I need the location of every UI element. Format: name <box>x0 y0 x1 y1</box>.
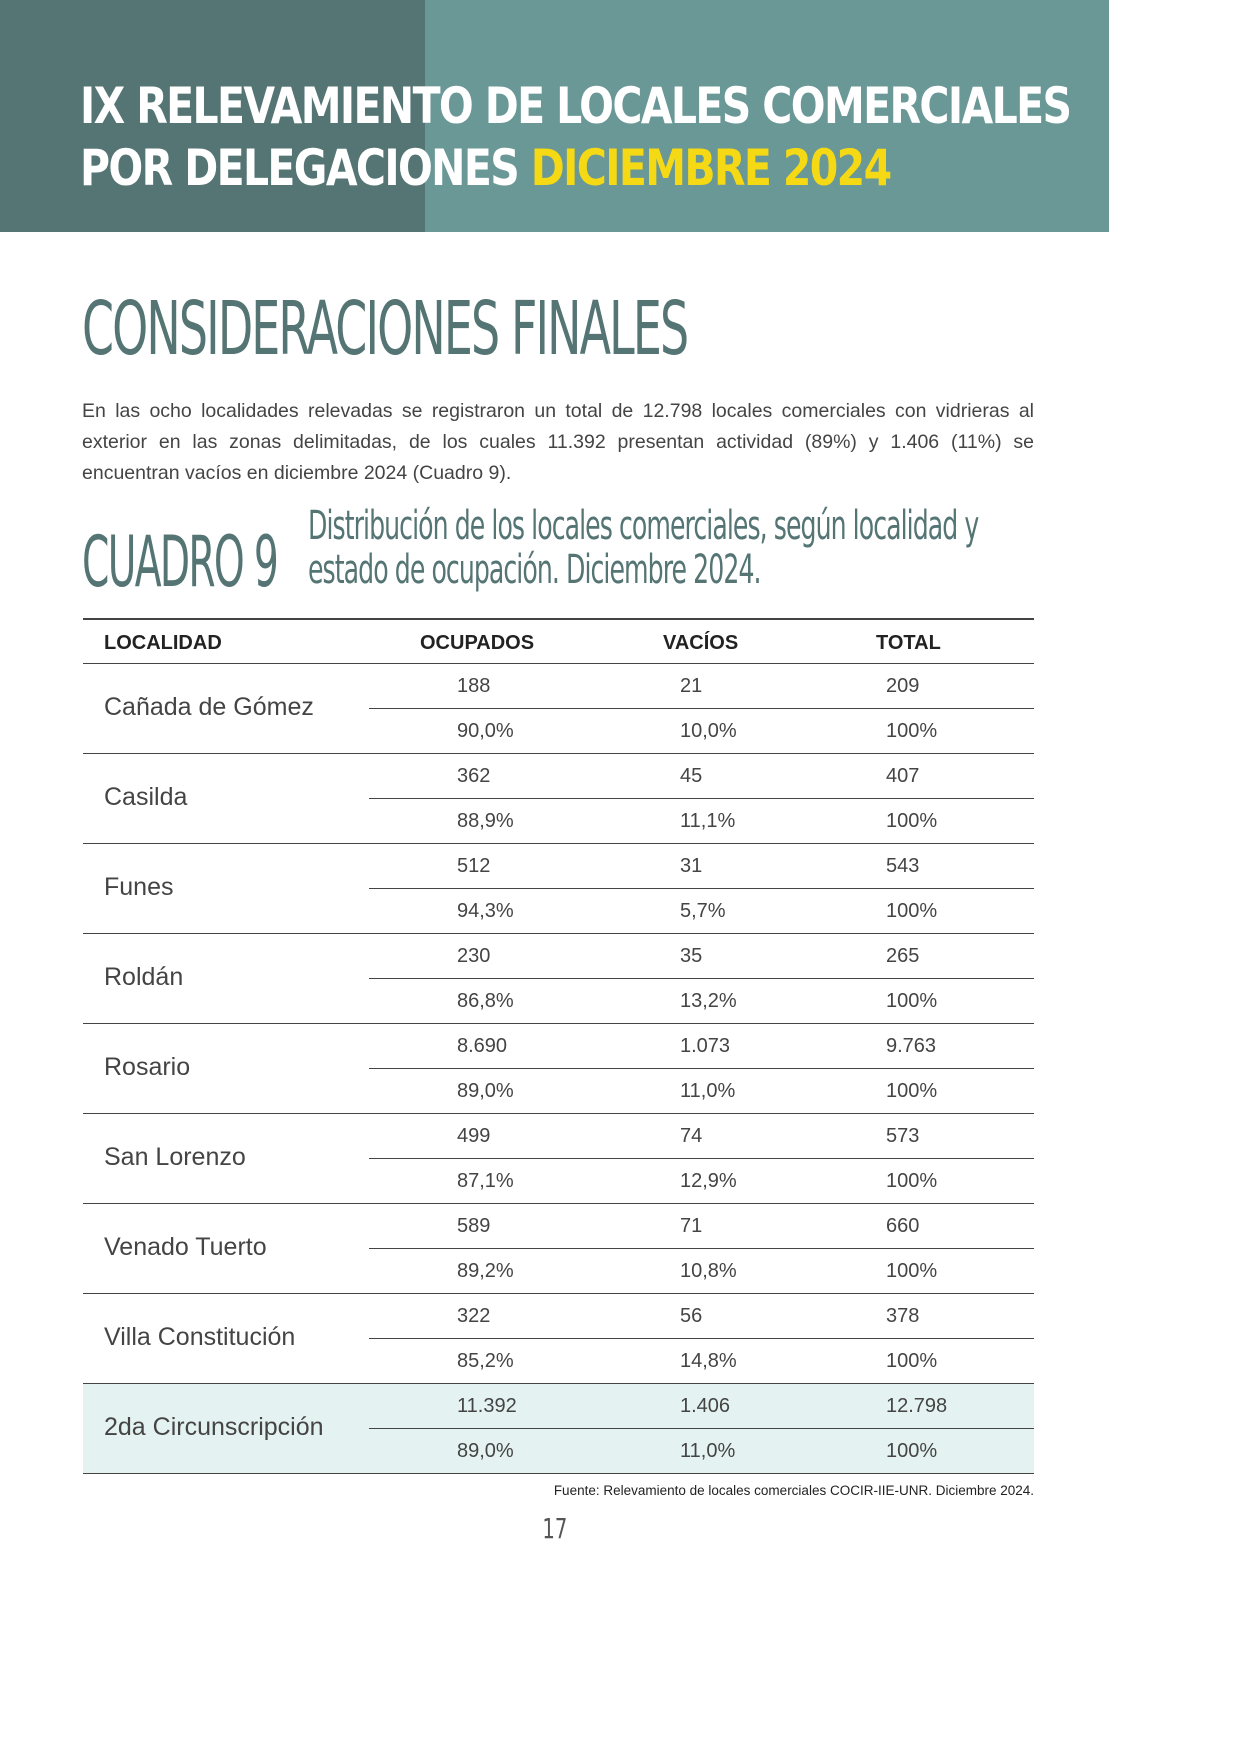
cell-ocupados: 589 <box>457 1215 491 1237</box>
cell-vacios: 21 <box>680 675 703 697</box>
source-note: Fuente: Relevamiento de locales comerciales COCIR-IIE-UNR. Diciembre 2024. <box>553 1483 1034 1498</box>
row-localidad: 2da Circunscripción <box>104 1413 324 1441</box>
cell-total: 265 <box>886 945 920 967</box>
column-header-total: TOTAL <box>876 632 941 654</box>
cell-total: 378 <box>886 1305 920 1327</box>
cell-total-pct: 100% <box>886 1440 938 1462</box>
table-row <box>83 1204 1034 1294</box>
column-header-vacios: VACÍOS <box>663 632 739 654</box>
column-header-localidad: LOCALIDAD <box>104 632 222 654</box>
table-row <box>83 1294 1034 1384</box>
cell-vacios-pct: 14,8% <box>680 1350 737 1372</box>
row-divider <box>369 1248 1034 1249</box>
page-number-value: 17 <box>542 1512 567 1545</box>
row-localidad: Venado Tuerto <box>104 1233 267 1261</box>
report-title-date: DICIEMBRE 2024 <box>530 139 891 197</box>
table-row <box>83 664 1034 754</box>
row-divider <box>369 1338 1034 1339</box>
cell-ocupados-pct: 87,1% <box>457 1170 514 1192</box>
cell-ocupados: 322 <box>457 1305 491 1327</box>
cell-vacios-pct: 12,9% <box>680 1170 737 1192</box>
cell-vacios: 71 <box>680 1215 703 1237</box>
cell-total: 407 <box>886 765 920 787</box>
cell-ocupados: 188 <box>457 675 491 697</box>
cell-ocupados-pct: 89,2% <box>457 1260 514 1282</box>
column-header-ocupados: OCUPADOS <box>420 632 535 654</box>
table-row <box>83 1114 1034 1204</box>
table-caption-line1: Distribución de los locales comerciales, según localidad y <box>308 503 979 549</box>
row-localidad: Villa Constitución <box>104 1323 296 1351</box>
cell-total-pct: 100% <box>886 900 938 922</box>
row-localidad: Cañada de Gómez <box>104 693 314 721</box>
row-divider <box>369 1158 1034 1159</box>
section-title: CONSIDERACIONES FINALES <box>82 286 688 372</box>
row-localidad: Casilda <box>104 783 188 811</box>
cell-ocupados-pct: 85,2% <box>457 1350 514 1372</box>
row-divider <box>369 978 1034 979</box>
cell-ocupados-pct: 94,3% <box>457 900 514 922</box>
table-label: CUADRO 9 <box>82 521 278 603</box>
cell-total: 573 <box>886 1125 920 1147</box>
cell-total-pct: 100% <box>886 810 938 832</box>
table-header-row <box>83 620 1034 664</box>
row-localidad: Funes <box>104 873 174 901</box>
row-divider <box>369 798 1034 799</box>
cell-total-pct: 100% <box>886 1170 938 1192</box>
cell-total-pct: 100% <box>886 720 938 742</box>
cell-vacios-pct: 11,0% <box>680 1080 736 1102</box>
cell-total-pct: 100% <box>886 1350 938 1372</box>
data-table <box>83 618 1034 1474</box>
cell-total: 9.763 <box>886 1035 937 1057</box>
cell-total: 660 <box>886 1215 920 1237</box>
cell-ocupados: 362 <box>457 765 491 787</box>
table-row <box>83 1024 1034 1114</box>
page-number <box>0 1512 1109 1545</box>
report-title-line2-prefix: POR DELEGACIONES <box>80 139 519 197</box>
cell-total-pct: 100% <box>886 990 938 1012</box>
cell-ocupados-pct: 90,0% <box>457 720 514 742</box>
row-localidad: Roldán <box>104 963 184 991</box>
cell-vacios: 56 <box>680 1305 703 1327</box>
table-row <box>83 754 1034 844</box>
cell-vacios-pct: 10,0% <box>680 720 737 742</box>
row-localidad: Rosario <box>104 1053 191 1081</box>
cell-ocupados: 230 <box>457 945 491 967</box>
report-title-line1: IX RELEVAMIENTO DE LOCALES COMERCIALES <box>80 77 1071 135</box>
cell-vacios-pct: 5,7% <box>680 900 726 922</box>
cell-ocupados-pct: 86,8% <box>457 990 514 1012</box>
cell-total: 12.798 <box>886 1395 948 1417</box>
cell-vacios: 1.406 <box>680 1395 731 1417</box>
cell-vacios: 74 <box>680 1125 703 1147</box>
intro-paragraph: En las ocho localidades relevadas se registraron un total de 12.798 locales comerciales con vidrieras al exterior en las zonas delimitadas, de los cuales 11.392 presentan actividad (89%) y 1.406 (11%) se encuentran vacíos en diciembre 2024 (Cuadro 9). <box>82 400 1034 484</box>
table-caption <box>308 504 978 592</box>
cell-vacios-pct: 11,0% <box>680 1440 736 1462</box>
cell-ocupados-pct: 88,9% <box>457 810 514 832</box>
cell-ocupados-pct: 89,0% <box>457 1080 514 1102</box>
table-caption-line2: estado de ocupación. Diciembre 2024. <box>308 547 761 593</box>
cell-total: 209 <box>886 675 920 697</box>
table-row <box>83 934 1034 1024</box>
cell-ocupados: 512 <box>457 855 491 877</box>
cell-vacios-pct: 10,8% <box>680 1260 737 1282</box>
table-summary-row <box>83 1384 1034 1474</box>
cell-total: 543 <box>886 855 920 877</box>
row-divider <box>369 708 1034 709</box>
row-divider <box>369 1068 1034 1069</box>
table-row <box>83 844 1034 934</box>
cell-total-pct: 100% <box>886 1080 938 1102</box>
row-divider <box>369 888 1034 889</box>
cell-ocupados: 11.392 <box>457 1395 517 1417</box>
cell-ocupados: 499 <box>457 1125 491 1147</box>
report-title <box>80 75 1070 199</box>
cell-vacios: 45 <box>680 765 703 787</box>
cell-vacios-pct: 11,1% <box>680 810 736 832</box>
cell-ocupados: 8.690 <box>457 1035 508 1057</box>
row-localidad: San Lorenzo <box>104 1143 246 1171</box>
cell-vacios: 1.073 <box>680 1035 731 1057</box>
cell-total-pct: 100% <box>886 1260 938 1282</box>
cell-ocupados-pct: 89,0% <box>457 1440 514 1462</box>
cell-vacios: 35 <box>680 945 703 967</box>
row-divider <box>369 1428 1034 1429</box>
cell-vacios-pct: 13,2% <box>680 990 737 1012</box>
cell-vacios: 31 <box>680 855 703 877</box>
